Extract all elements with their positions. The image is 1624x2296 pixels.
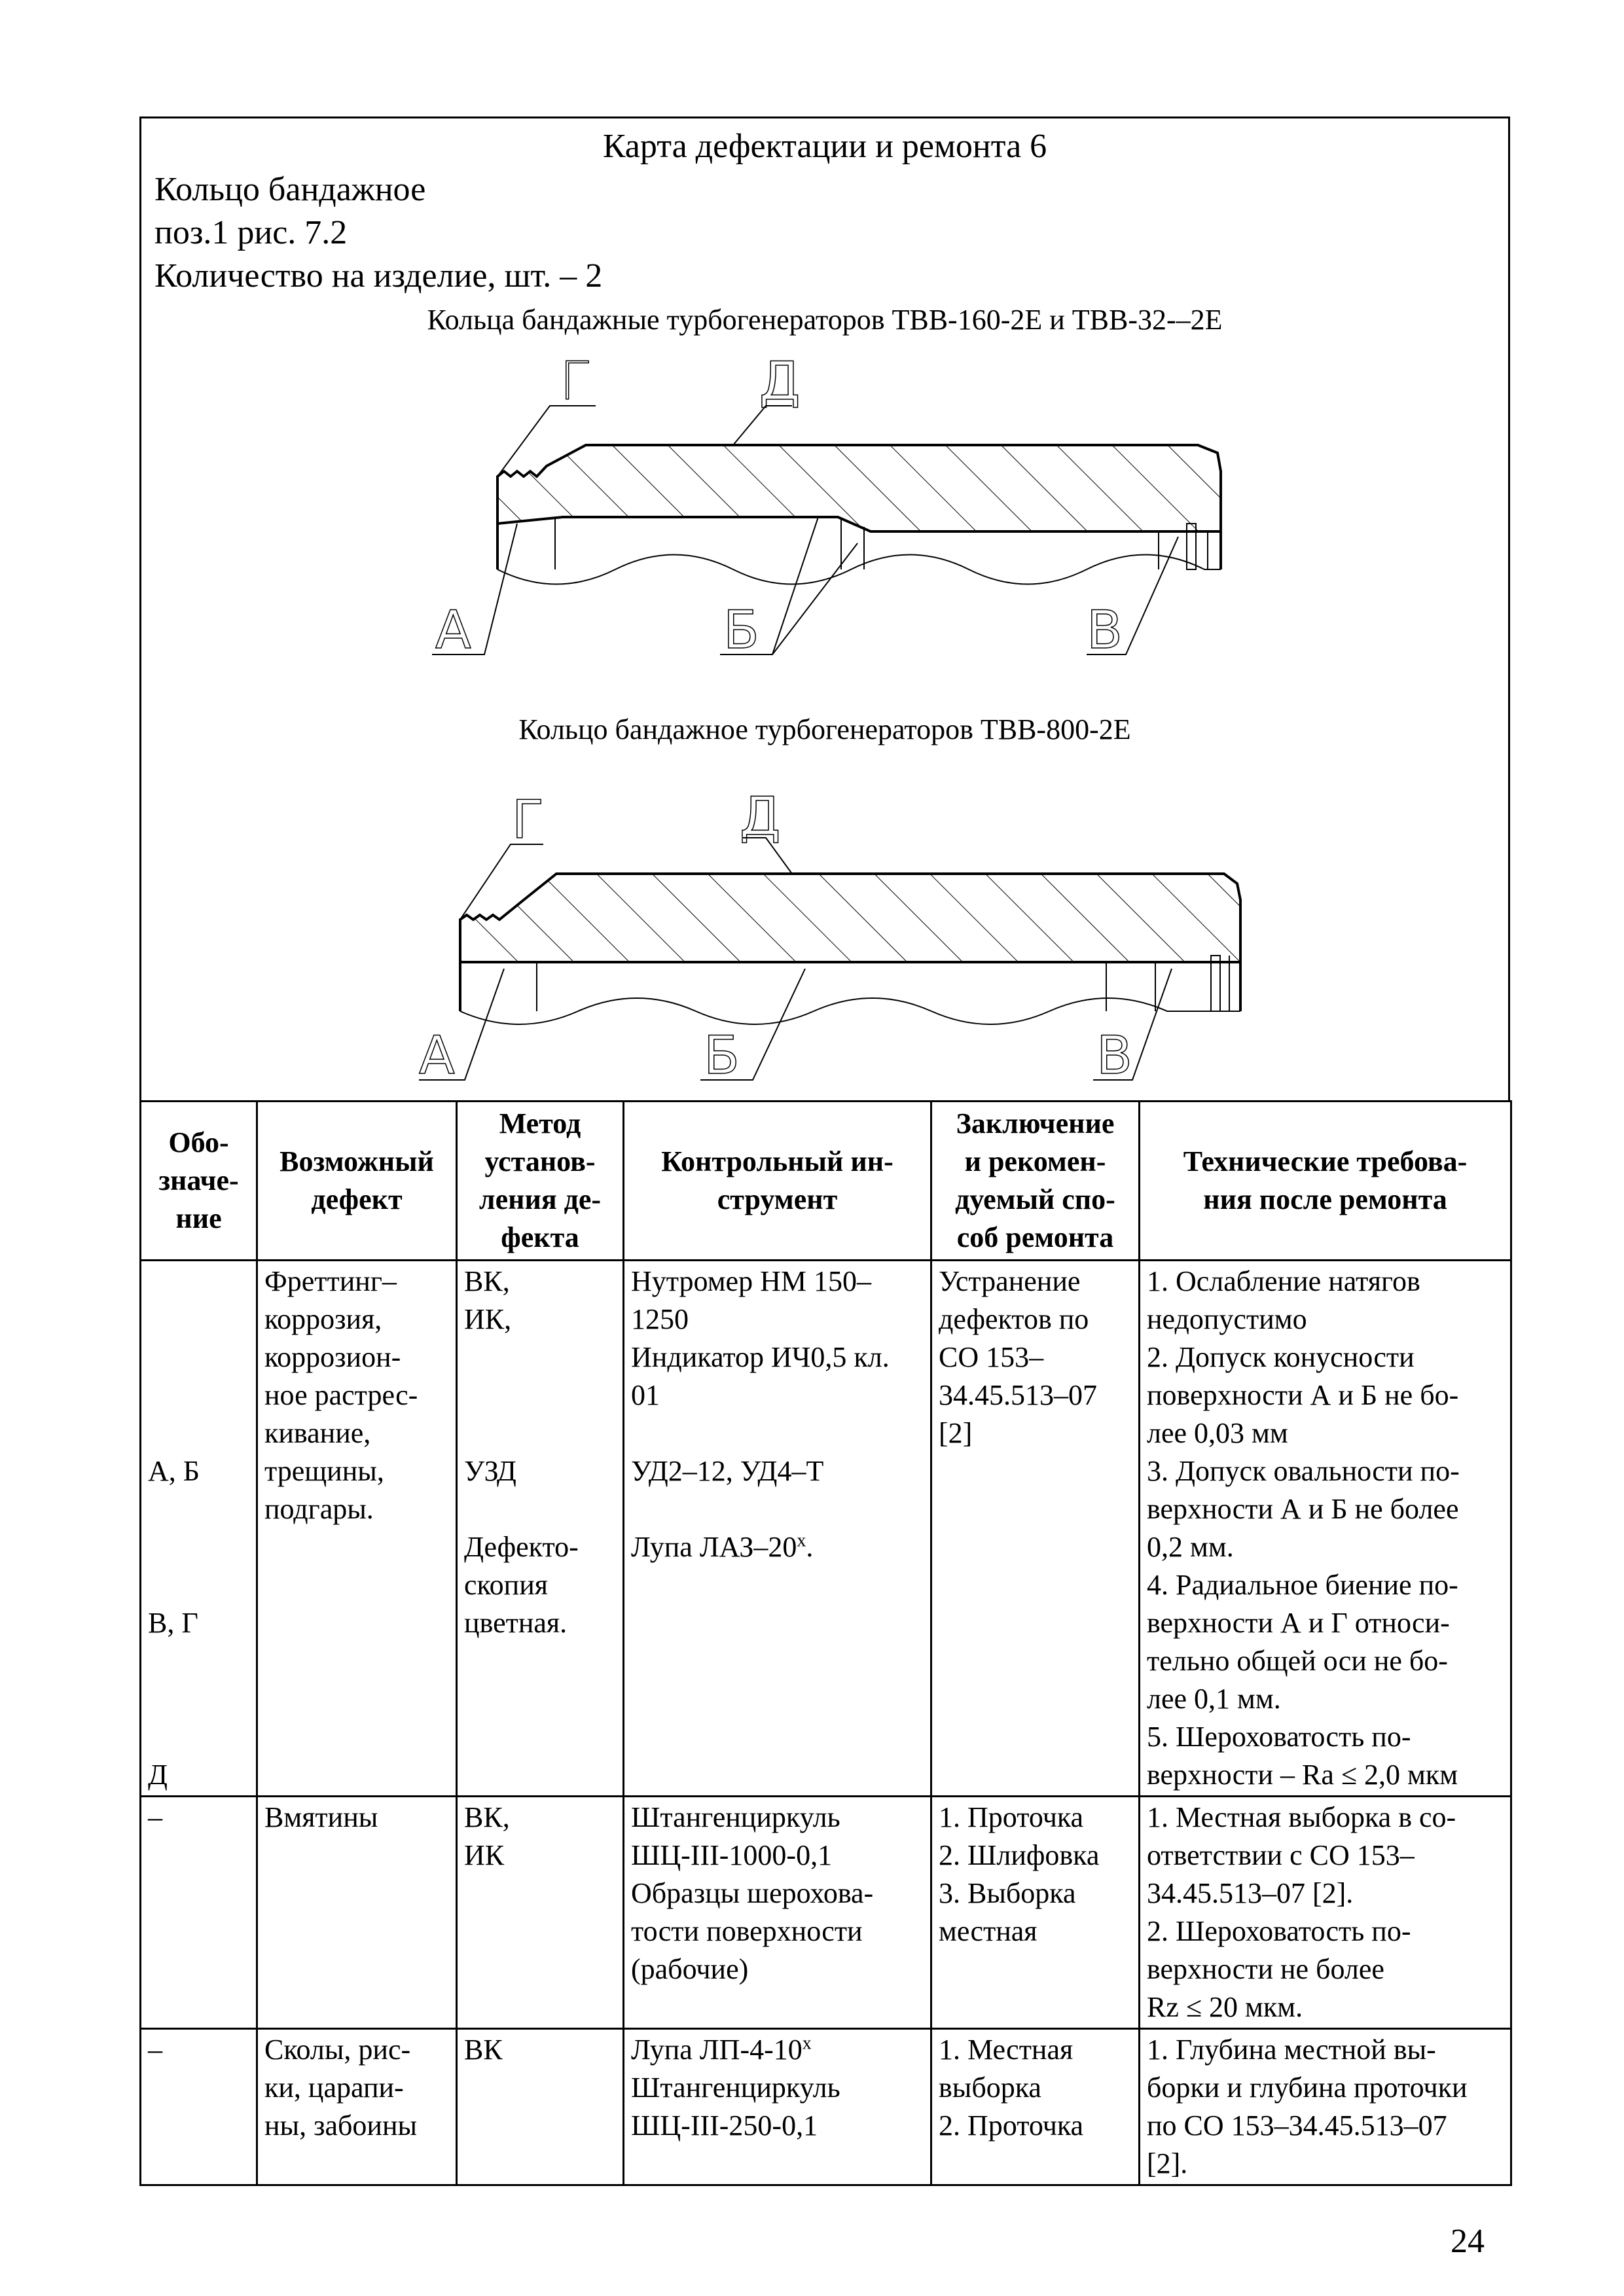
label-d-fig2: Д xyxy=(740,786,781,847)
row2-requirements: 1. Местная выборка в со- ответствии с СО 153– 34.45.513–07 [2]. 2. Шероховатость по- верхности не более Rz ≤ 20 мкм. xyxy=(1140,1797,1511,2029)
header-tool: Контрольный ин- струмент xyxy=(624,1102,931,1261)
table-row xyxy=(141,2029,1511,2185)
position-ref: поз.1 рис. 7.2 xyxy=(154,214,348,251)
row1-requirements: 1. Ослабление натягов недопустимо 2. Допуск конусности поверхности А и Б не бо- лее 0,03 мм 3. Допуск овальности по- верхности А и Б не более 0,2 мм. 4. Радиальное биение по- верхности А и Г относи- тельно общей оси не бо- лее 0,1 мм. 5. Шероховатость по- верхности – Ra ≤ 2,0 мкм xyxy=(1140,1261,1511,1797)
row3-designation: – xyxy=(141,2029,257,2185)
row3-conclusion: 1. Местная выборка 2. Проточка xyxy=(931,2029,1140,2185)
label-a-fig2: А xyxy=(419,1025,455,1086)
row1-designation: А, Б В, Г Д xyxy=(141,1261,257,1797)
label-b-fig1: Б xyxy=(723,600,759,660)
header-defect: Возможный дефект xyxy=(257,1102,457,1261)
label-d-fig1: Д xyxy=(759,351,801,412)
row3-tool: Лупа $ЛП-4-10^х$ Штангенциркуль ШЦ-III-250-0,1 xyxy=(624,2029,931,2185)
header-designation: Обо- значе- ние xyxy=(141,1102,257,1261)
header-conclusion: Заключение и рекомен- дуемый спо- соб ремонта xyxy=(931,1102,1140,1261)
label-a-fig1: А xyxy=(435,600,471,660)
row1-conclusion: Устранение дефектов по СО 153– 34.45.513–07 [2] xyxy=(931,1261,1140,1797)
caption-fig1: Кольца бандажные турбогенераторов ТВВ-160-2Е и ТВВ-32-–2Е xyxy=(427,304,1223,336)
defect-repair-table xyxy=(139,1100,1512,2186)
row3-requirements: 1. Глубина местной вы- борки и глубина проточки по СО 153–34.45.513–07 [2]. xyxy=(1140,2029,1511,2185)
technical-drawings xyxy=(0,0,1624,1113)
row2-defect: Вмятины xyxy=(257,1797,457,2029)
row2-designation: – xyxy=(141,1797,257,2029)
table-header-row xyxy=(141,1102,1511,1261)
table-row xyxy=(141,1797,1511,2029)
row3-method: ВК xyxy=(457,2029,624,2185)
label-v-fig2: В xyxy=(1096,1025,1132,1086)
label-b-fig2: Б xyxy=(704,1025,740,1086)
quantity-line: Количество на изделие, шт. – 2 xyxy=(154,257,603,295)
part-name: Кольцо бандажное xyxy=(154,171,426,208)
row2-tool: Штангенциркуль ШЦ-III-1000-0,1 Образцы шерохова- тости поверхности (рабочие) xyxy=(624,1797,931,2029)
header-method: Метод установ- ления де- фекта xyxy=(457,1102,624,1261)
row1-defect: Фреттинг– коррозия, коррозион- ное растрес- кивание, трещины, подгары. xyxy=(257,1261,457,1797)
table-row xyxy=(141,1261,1511,1797)
ring-drawing-fig1 xyxy=(432,351,1221,660)
row1-tool: Нутромер НМ 150– 1250 Индикатор ИЧ0,5 кл. 01 УД2–12, УД4–Т Лупа ЛАЗ–$20^х$. xyxy=(624,1261,931,1797)
row2-conclusion: 1. Проточка 2. Шлифовка 3. Выборка местная xyxy=(931,1797,1140,2029)
label-v-fig1: В xyxy=(1087,600,1123,660)
row1-method: ВК, ИК, УЗД Дефекто- скопия цветная. xyxy=(457,1261,624,1797)
page-number: 24 xyxy=(1451,2223,1485,2260)
card-title: Карта дефектации и ремонта 6 xyxy=(602,128,1047,165)
header-requirements: Технические требова- ния после ремонта xyxy=(1140,1102,1511,1261)
label-g-fig1: Г xyxy=(560,351,589,412)
caption-fig2: Кольцо бандажное турбогенераторов ТВВ-800-2Е xyxy=(518,713,1131,745)
label-g-fig2: Г xyxy=(512,789,544,850)
row3-defect: Сколы, рис- ки, царапи- ны, забоины xyxy=(257,2029,457,2185)
row2-method: ВК, ИК xyxy=(457,1797,624,2029)
ring-drawing-fig2 xyxy=(419,786,1240,1086)
